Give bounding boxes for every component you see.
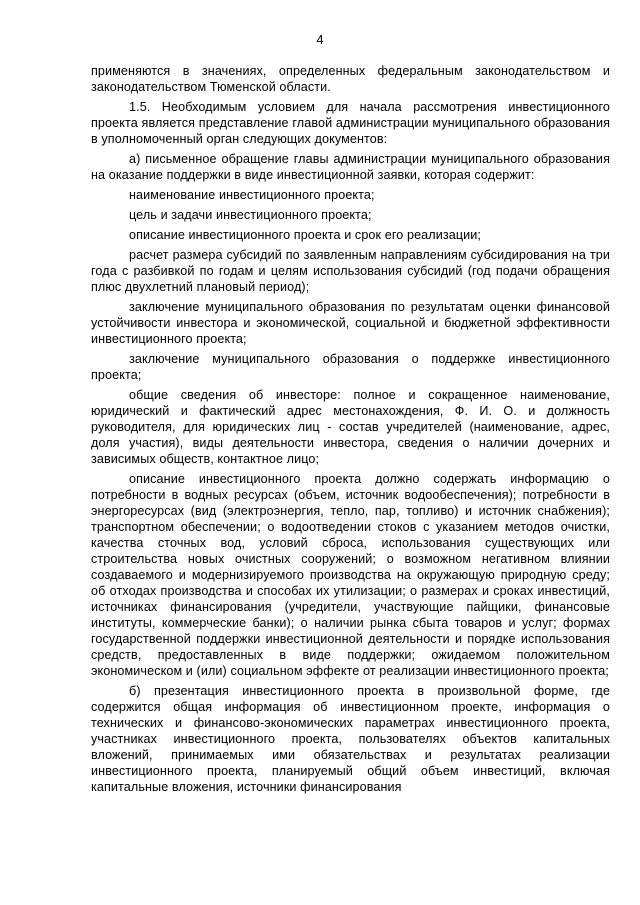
paragraph-financial-assessment: заключение муниципального образования по результатам оценки финансовой устойчивости инвестора и экономической, социальной и бюджетной эффективности инвестиционного проекта; <box>91 300 610 346</box>
paragraph-support-conclusion: заключение муниципального образования о поддержке инвестиционного проекта; <box>91 352 610 382</box>
paragraph-continuation: применяются в значениях, определенных федеральным законодательством и законодательством Тюменской области. <box>91 64 610 94</box>
page-number: 4 <box>316 32 324 47</box>
document-body <box>91 63 610 799</box>
paragraph-investor-info: общие сведения об инвесторе: полное и сокращенное наименование, юридический и фактический адрес местонахождения, Ф. И. О. и должность руководителя, для юридических лиц - состав учредителей (наименование, адрес, доля участия), виды деятельности инвестора, сведения о наличии дочерних и зависимых обществ, контактное лицо; <box>91 388 610 466</box>
paragraph-project-description: описание инвестиционного проекта и срок его реализации; <box>129 228 482 242</box>
paragraph-item-b: б) презентация инвестиционного проекта в произвольной форме, где содержится общая информация об инвестиционном проекте, информация о технических и финансово-экономических параметрах инвестиционного проекта, участниках инвестиционного проекта, пользователях объектов капитальных вложений, принимаемых ими обязательствах и результатах реализации инвестиционного проекта, планируемый общий объем инвестиций, включая капитальные вложения, источники финансирования <box>91 684 610 794</box>
paragraph-section-1-5: 1.5. Необходимым условием для начала рассмотрения инвестиционного проекта является представление главой администрации муниципального образования в уполномоченный орган следующих документов: <box>91 100 610 146</box>
paragraph-subsidy-calculation: расчет размера субсидий по заявленным направлениям субсидирования на три года с разбивкой по годам и целям использования субсидий (год подачи обращения плюс двухлетний плановый период); <box>91 248 610 294</box>
paragraph-project-details: описание инвестиционного проекта должно содержать информацию о потребности в водных ресурсах (объем, источник водообеспечения); потребности в энергоресурсах (вид (электроэнергия, тепло, пар, топливо) и источник снабжения); транспортном обеспечении; о водоотведении стоков с указанием методов очистки, качества сточных вод, условий сброса, использования существующих или строительства новых очистных сооружений; о возможном негативном влиянии создаваемого и модернизируемого производства на окружающую природную среду; об отходах производства и способах их утилизации; о размерах и сроках инвестиций, источниках финансирования (учредители, участвующие пайщики, финансовые институты, коммерческие банки); о наличии рынка сбыта товаров и услуг; формах государственной поддержки инвестиционной деятельности и порядке использования средств, предоставленных в виде поддержки; ожидаемом положительном экономическом и (или) социальном эффекте от реализации инвестиционного проекта; <box>91 472 610 678</box>
paragraph-project-name: наименование инвестиционного проекта; <box>129 188 375 202</box>
paragraph-item-a: а) письменное обращение главы администрации муниципального образования на оказание поддержки в виде инвестиционной заявки, которая содержит: <box>91 152 610 182</box>
paragraph-project-goals: цель и задачи инвестиционного проекта; <box>129 208 372 222</box>
